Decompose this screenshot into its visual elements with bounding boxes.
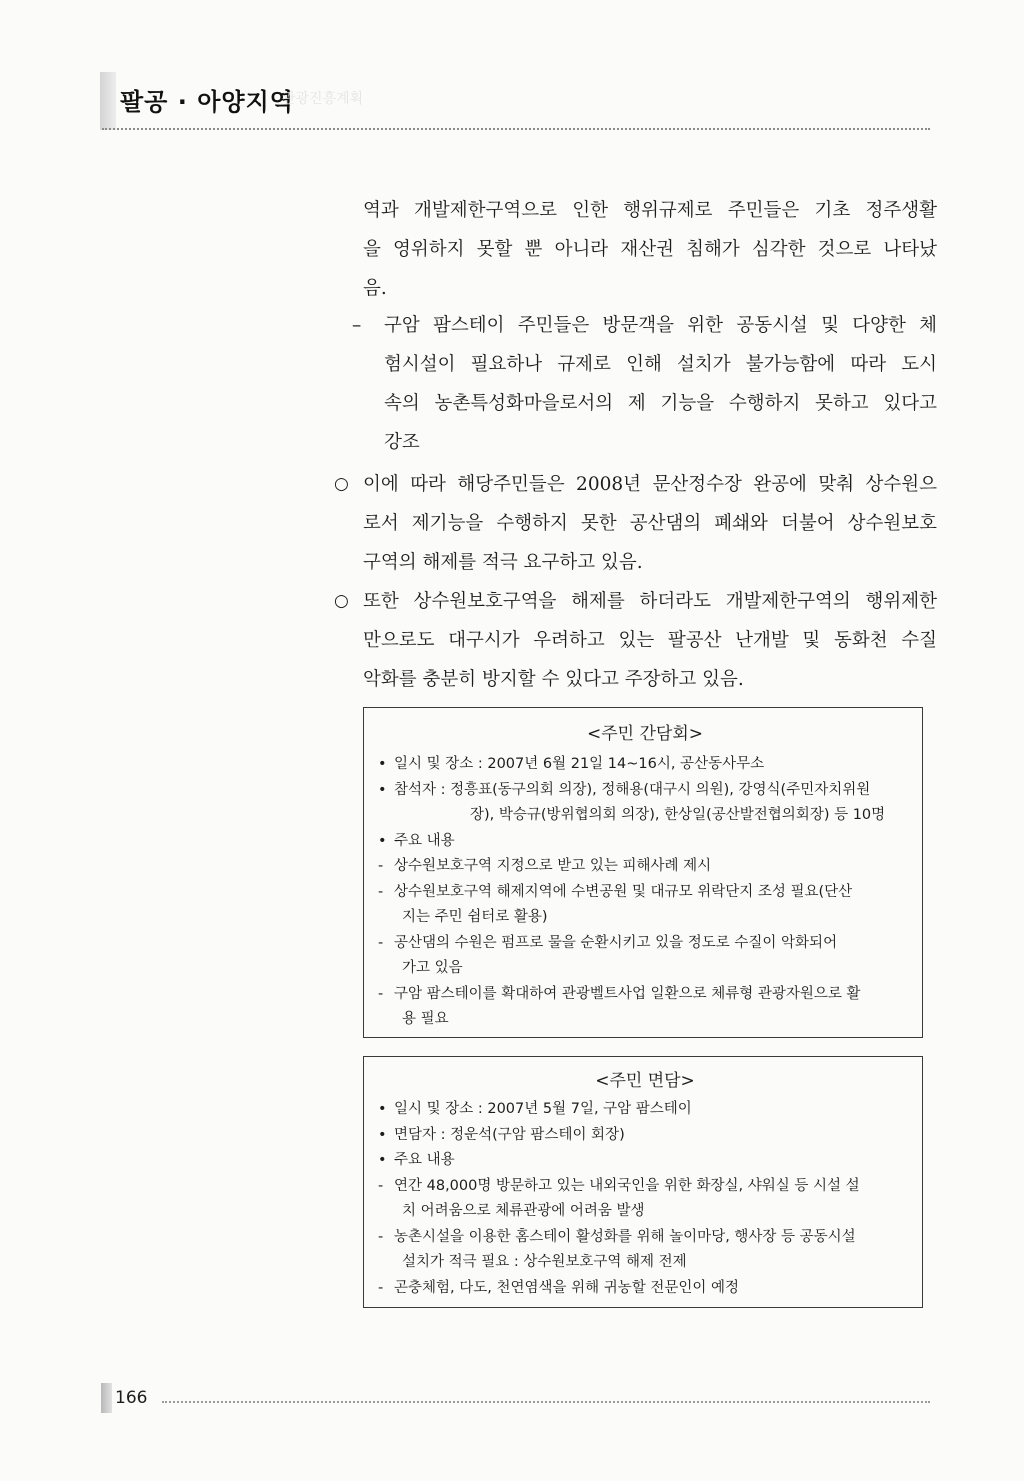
section-title: 팔공 · 아양지역 [120,88,294,116]
box-row: - 연간 48,000명 방문하고 있는 내외국인을 위한 화장실, 샤워실 등 시설 설 [378,1177,860,1194]
header-accent-bar [100,72,116,130]
bullet-item [334,582,937,699]
box-row: • 일시 및 장소 : 2007년 6월 21일 14~16시, 공산동사무소 [378,756,765,772]
box-row: • 참석자 : 정흥표(동구의회 의장), 정해용(대구시 의원), 강영식(주민자치위원 [378,781,871,798]
interview-box [363,1056,923,1308]
dash-line: 구암 팜스테이 주민들은 방문객을 위한 공동시설 및 다양한 체 [384,315,937,336]
intro-line: 음. [363,278,387,299]
bullet-line: 만으로도 대구시가 우려하고 있는 팔공산 난개발 및 동화천 수질 [363,630,937,651]
bullet-line: 로서 제기능을 수행하지 못한 공산댐의 폐쇄와 더불어 상수원보호 [363,513,937,534]
intro-line: 역과 개발제한구역으로 인한 행위규제로 주민들은 기초 정주생활 [363,200,937,221]
footer-dotted-rule [162,1401,930,1403]
box-row: 설치가 적극 필요 : 상수원보호구역 해제 전제 [402,1254,687,1270]
box-row: 가고 있음 [402,960,463,976]
dash-line: 강조 [384,432,420,453]
box-row: - 상수원보호구역 지정으로 받고 있는 피해사례 제시 [378,858,712,874]
box-row: 용 필요 [402,1011,449,1027]
bullet-line: 또한 상수원보호구역을 해제를 하더라도 개발제한구역의 행위제한 [363,591,937,612]
box-row: - 상수원보호구역 해제지역에 수변공원 및 대규모 위락단지 조성 필요(단산 [378,883,853,900]
dash-line: 험시설이 필요하나 규제로 인해 설치가 불가능함에 따라 도시 [384,354,937,375]
header-dotted-rule [102,128,930,130]
intro-line: 을 영위하지 못할 뿐 아니라 재산권 침해가 심각한 것으로 나타났 [363,239,937,260]
dash-item [352,306,937,462]
running-header [100,72,930,130]
box-row: - 구암 팜스테이를 확대하여 관광벨트사업 일환으로 체류형 관광자원으로 활 [378,985,861,1002]
bullet-line: 이에 따라 해당주민들은 2008년 문산정수장 완공에 맞춰 상수원으 [363,474,937,495]
box-row: • 주요 내용 [378,1152,455,1168]
box-row: 치 어려움으로 체류관광에 어려움 발생 [402,1203,645,1219]
bullet-line: 구역의 해제를 적극 요구하고 있음. [363,552,643,573]
intro-paragraph [363,191,937,308]
page-number: 166 [115,1388,148,1408]
faded-subtitle: 관광진흥계획 [282,91,364,107]
box-row: - 공산댐의 수원은 펌프로 물을 순환시키고 있을 정도로 수질이 악화되어 [378,934,838,951]
box-row: - 농촌시설을 이용한 홈스테이 활성화를 위해 놀이마당, 행사장 등 공동시설 [378,1228,856,1245]
box-row: - 곤충체험, 다도, 천연염색을 위해 귀농할 전문인이 예정 [378,1279,740,1296]
box-row: 지는 주민 쉼터로 활용) [402,909,548,925]
box-row: • 면담자 : 정운석(구암 팜스테이 회장) [378,1126,625,1143]
box-title: <주민 간담회> [586,724,703,744]
box-title: <주민 면담> [595,1071,695,1091]
circle-bullet-icon: ○ [334,591,349,611]
dash-marker: – [352,315,362,336]
box-row: • 일시 및 장소 : 2007년 5월 7일, 구암 팜스테이 [378,1101,692,1117]
meeting-box [363,707,923,1038]
dash-line: 속의 농촌특성화마을로서의 제 기능을 수행하지 못하고 있다고 [384,393,937,414]
box-row: 장), 박승규(방위협의회 의장), 한상일(공산발전협의회장) 등 10명 [470,807,886,823]
circle-bullet-icon: ○ [334,474,349,494]
box-row: • 주요 내용 [378,832,455,849]
bullet-item [334,465,937,582]
bullet-line: 악화를 충분히 방지할 수 있다고 주장하고 있음. [363,669,744,690]
footer-accent-bar [101,1383,112,1413]
